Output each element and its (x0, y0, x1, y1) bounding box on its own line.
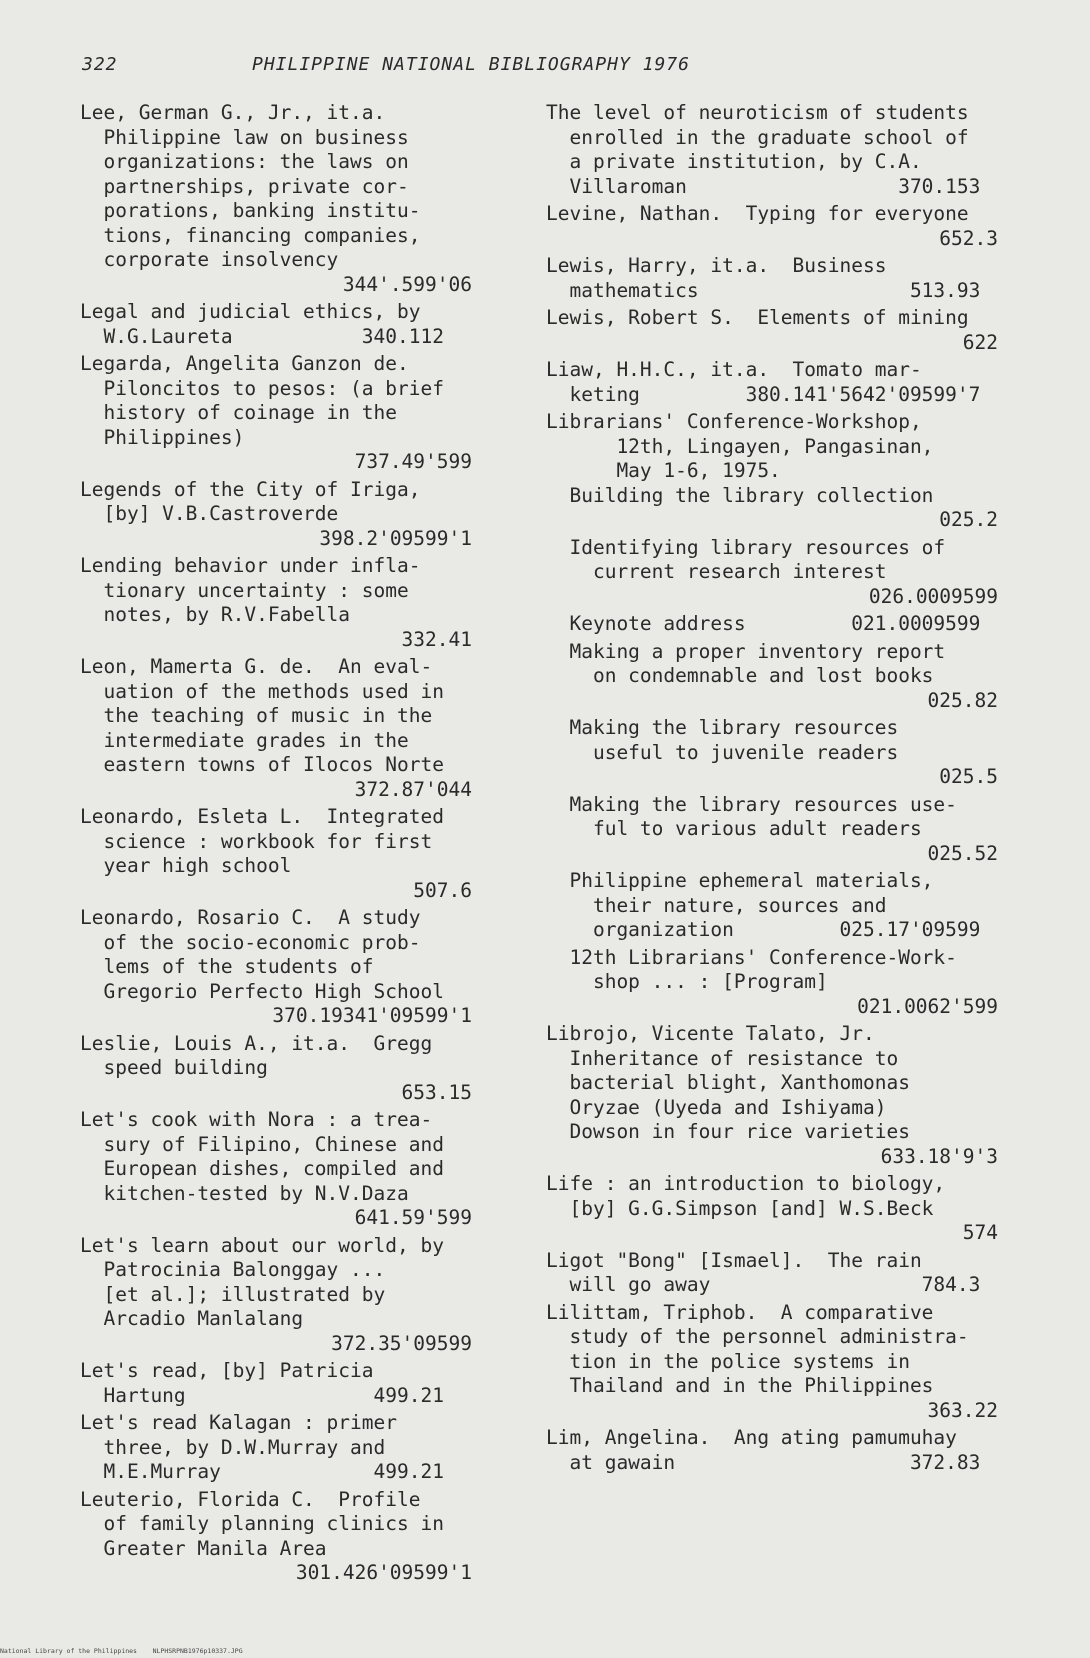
entry-line: Philippines) (80, 425, 245, 449)
entry-line: Piloncitos to pesos: (a brief (80, 376, 444, 400)
entry-line: Inheritance of resistance to (546, 1046, 899, 1070)
entry-line: sury of Filipino, Chinese and (80, 1132, 444, 1156)
entry-line: Levine, Nathan. Typing for everyone (546, 202, 969, 225)
entry-line: Ligot "Bong" [Ismael]. The rain (546, 1248, 922, 1272)
entry-line: Legal and judicial ethics, by (80, 300, 421, 323)
bibliography-entry (80, 1108, 472, 1231)
call-number: 025.2 (939, 508, 998, 531)
bibliography-entry (546, 1022, 998, 1169)
bibliography-entry (80, 1032, 472, 1106)
entry-line: speed building (80, 1056, 268, 1079)
call-number: 574 (962, 1221, 998, 1244)
entry-line: will go away 784.3 (546, 1273, 981, 1296)
entry-line: Identifying library resources of (546, 535, 946, 559)
entry-line: W.G.Laureta 340.112 (80, 324, 444, 348)
entry-line: Leslie, Louis A., it.a. Gregg (80, 1031, 433, 1055)
entry-line: Legarda, Angelita Ganzon de. (80, 352, 409, 375)
entry-line: uation of the methods used in (80, 679, 444, 703)
entry-line: Lewis, Robert S. Elements of mining (546, 306, 969, 329)
entry-line: [by] G.G.Simpson [and] W.S.Beck (546, 1196, 934, 1220)
bibliography-entry (546, 946, 998, 1020)
entry-line: ful to various adult readers (546, 817, 922, 840)
entry-line: [et al.]; illustrated by (80, 1282, 386, 1306)
entry-line: of family planning clinics in (80, 1512, 444, 1535)
entry-line: 12th, Lingayen, Pangasinan, (546, 434, 934, 458)
entry-line: Lim, Angelina. Ang ating pamumuhay (546, 1426, 957, 1449)
entry-line: Lewis, Harry, it.a. Business (546, 254, 887, 277)
entry-line: shop ... : [Program] (546, 970, 828, 993)
bibliography-entry (546, 869, 998, 943)
call-number: 507.6 (413, 878, 472, 902)
page-title: PHILIPPINE NATIONAL BIBLIOGRAPHY 1976 (252, 54, 690, 75)
bibliography-entry (546, 202, 998, 251)
bibliography-entry (80, 1359, 472, 1408)
bibliography-entry (546, 1172, 998, 1246)
entry-line: Thailand and in the Philippines (546, 1374, 934, 1397)
entry-line: Lending behavior under infla- (80, 554, 421, 577)
entry-line: on condemnable and lost books (546, 664, 934, 687)
entry-line: bacterial blight, Xanthomonas (546, 1071, 910, 1094)
entry-line: Arcadio Manlalang (80, 1307, 304, 1330)
bibliography-entry (80, 352, 472, 475)
bibliography-entry (546, 1426, 998, 1475)
entry-line: Oryzae (Uyeda and Ishiyama) (546, 1095, 887, 1119)
entry-line: tion in the police systems in (546, 1349, 910, 1373)
call-number: 372.87'044 (354, 777, 472, 801)
entry-line: organization 025.17'09599 (546, 918, 981, 941)
bibliography-entry (546, 358, 998, 407)
entry-line: of the socio-economic prob- (80, 930, 421, 954)
call-number: 652.3 (939, 226, 998, 250)
entry-line: Lilittam, Triphob. A comparative (546, 1300, 934, 1324)
entry-line: Liaw, H.H.C., it.a. Tomato mar- (546, 358, 922, 381)
bibliography-entry (546, 612, 998, 637)
bibliography-entry (546, 306, 998, 355)
left-column (80, 101, 472, 1589)
image-credit-footer: National Library of the Philippines NLPHSRPNB1976p10337.JPG (0, 1647, 243, 1655)
entry-line: enrolled in the graduate school of (546, 125, 969, 149)
entry-line: Let's read Kalagan : primer (80, 1411, 397, 1434)
entry-line: Leonardo, Rosario C. A study (80, 906, 421, 929)
bibliography-entry (546, 410, 998, 533)
bibliography-entry (546, 640, 998, 714)
call-number: 641.59'599 (354, 1206, 472, 1229)
entry-line: Villaroman 370.153 (546, 174, 981, 198)
entry-line: 12th Librarians' Conference-Work- (546, 945, 957, 969)
bibliography-entry (80, 300, 472, 349)
entry-line: Let's read, [by] Patricia (80, 1359, 374, 1382)
entry-line: Librojo, Vicente Talato, Jr. (546, 1022, 875, 1045)
entry-line: porations, banking institu- (80, 199, 421, 222)
page-number: 322 (82, 54, 118, 75)
entry-line: Let's cook with Nora : a trea- (80, 1108, 433, 1131)
call-number: 737.49'599 (354, 450, 472, 473)
entry-line: Philippine law on business (80, 125, 409, 149)
entry-line: intermediate grades in the (80, 728, 409, 752)
bibliography-entry (80, 1234, 472, 1357)
entry-line: current research interest (546, 560, 887, 583)
bibliography-entry (80, 478, 472, 552)
call-number: 633.18'9'3 (880, 1144, 998, 1168)
entry-line: mathematics 513.93 (546, 278, 981, 302)
entry-line: tions, financing companies, (80, 223, 421, 247)
call-number: 372.35'09599 (331, 1331, 472, 1355)
entry-line: May 1-6, 1975. (546, 459, 781, 482)
entry-line: their nature, sources and (546, 893, 887, 917)
call-number: 370.19341'09599'1 (272, 1004, 472, 1027)
bibliography-entry (546, 793, 998, 867)
bibliography-entry (546, 254, 998, 303)
call-number: 026.0009599 (868, 584, 998, 608)
entry-line: a private institution, by C.A. (546, 150, 922, 173)
bibliography-entry (80, 805, 472, 903)
entry-line: Leonardo, Esleta L. Integrated (80, 805, 444, 828)
bibliography-entry (546, 1301, 998, 1424)
entry-line: Leuterio, Florida C. Profile (80, 1487, 421, 1511)
entry-line: lems of the students of (80, 955, 374, 978)
entry-line: the teaching of music in the (80, 704, 433, 727)
entry-line: Legends of the City of Iriga, (80, 477, 421, 501)
bibliography-entry (546, 716, 998, 790)
entry-line: corporate insolvency (80, 248, 339, 271)
entry-line: Hartung 499.21 (80, 1383, 444, 1407)
entry-line: European dishes, compiled and (80, 1157, 444, 1180)
entry-line: The level of neuroticism of students (546, 101, 969, 124)
entry-line: organizations: the laws on (80, 150, 409, 173)
entry-line: Let's learn about our world, by (80, 1233, 444, 1257)
entry-line: Building the library collection (546, 483, 934, 507)
call-number: 363.22 (927, 1398, 998, 1422)
entry-line: keting 380.141'5642'09599'7 (546, 382, 981, 406)
call-number: 344'.599'06 (342, 272, 472, 296)
entry-line: Librarians' Conference-Workshop, (546, 410, 922, 433)
entry-line: Life : an introduction to biology, (546, 1172, 946, 1195)
call-number: 398.2'09599'1 (319, 526, 472, 550)
entry-line: Dowson in four rice varieties (546, 1120, 910, 1143)
call-number: 025.52 (927, 841, 998, 865)
call-number: 622 (962, 330, 998, 354)
entry-line: Making the library resources (546, 716, 899, 739)
entry-line: history of coinage in the (80, 401, 397, 424)
entry-line: science : workbook for first (80, 829, 433, 853)
entry-line: useful to juvenile readers (546, 740, 899, 764)
entry-line: Philippine ephemeral materials, (546, 869, 934, 892)
call-number: 301.426'09599'1 (295, 1561, 472, 1584)
bibliography-entry (546, 101, 998, 199)
call-number: 332.41 (401, 627, 472, 651)
entry-line: Lee, German G., Jr., it.a. (80, 101, 386, 124)
entry-line: Gregorio Perfecto High School (80, 979, 444, 1003)
entry-line: tionary uncertainty : some (80, 578, 409, 602)
entry-line: Making a proper inventory report (546, 639, 946, 663)
call-number: 025.5 (939, 765, 998, 788)
entry-line: M.E.Murray 499.21 (80, 1460, 444, 1483)
bibliography-entry (80, 655, 472, 802)
bibliography-entry (80, 101, 472, 297)
bibliography-entry (80, 1411, 472, 1485)
entry-line: Leon, Mamerta G. de. An eval- (80, 655, 433, 678)
bibliography-entry (546, 536, 998, 610)
bibliography-entry (80, 554, 472, 652)
entry-line: three, by D.W.Murray and (80, 1435, 386, 1459)
entry-line: at gawain 372.83 (546, 1450, 981, 1474)
entry-line: year high school (80, 854, 292, 877)
entry-line: partnerships, private cor- (80, 174, 409, 198)
right-column (546, 101, 998, 1478)
entry-line: Patrocinia Balonggay ... (80, 1258, 386, 1281)
call-number: 653.15 (401, 1080, 472, 1104)
entry-line: [by] V.B.Castroverde (80, 502, 339, 525)
call-number: 025.82 (927, 688, 998, 712)
bibliography-entry (80, 1488, 472, 1586)
entry-line: notes, by R.V.Fabella (80, 603, 351, 626)
entry-line: Making the library resources use- (546, 792, 957, 816)
entry-line: eastern towns of Ilocos Norte (80, 753, 444, 776)
entry-line: study of the personnel administra- (546, 1325, 969, 1348)
call-number: 021.0062'599 (857, 994, 998, 1018)
entry-line: Greater Manila Area (80, 1536, 327, 1560)
entry-line: kitchen-tested by N.V.Daza (80, 1181, 409, 1205)
entry-line: Keynote address 021.0009599 (546, 612, 981, 635)
bibliography-entry (80, 906, 472, 1029)
bibliography-entry (546, 1249, 998, 1298)
